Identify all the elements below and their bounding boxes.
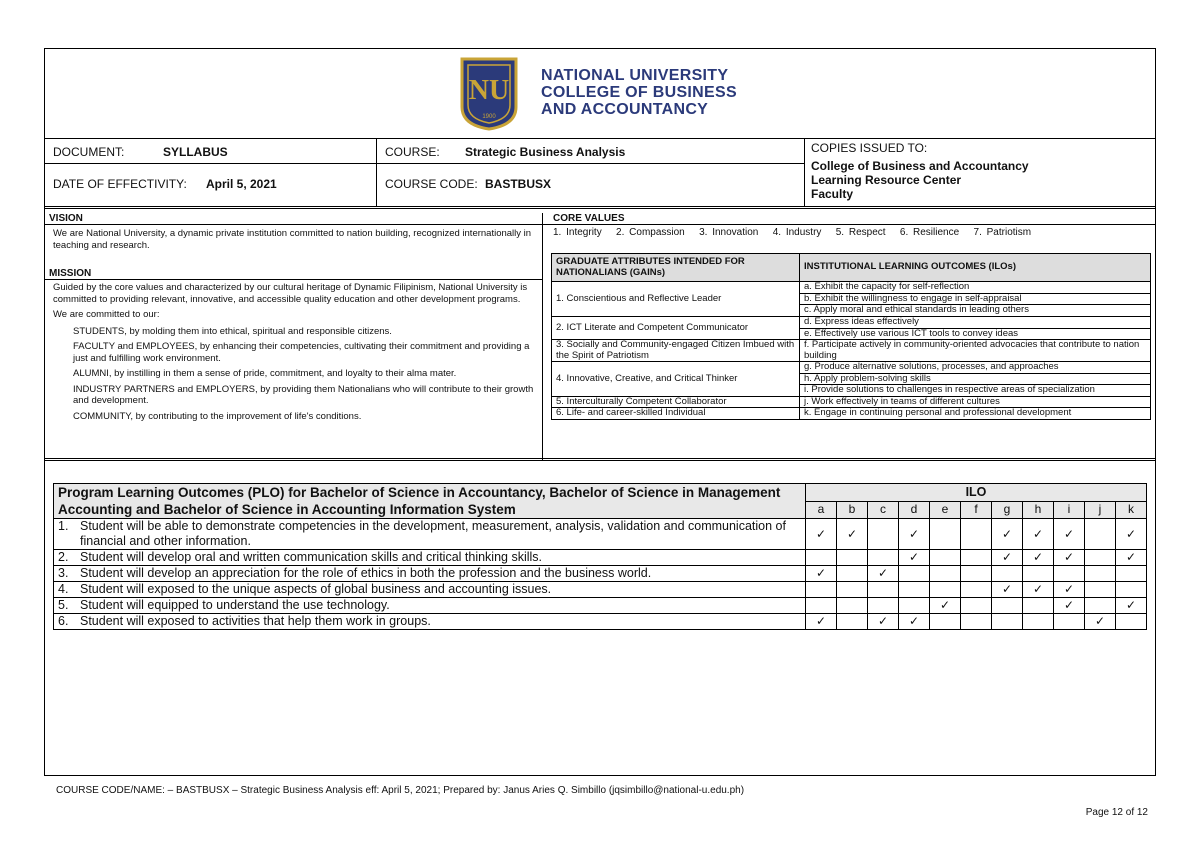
ilo-mapping-cell-a: [806, 582, 837, 598]
seal-letters: NU: [468, 75, 510, 106]
ilo-mapping-cell-k: [1116, 614, 1147, 630]
ilo-item: g. Produce alternative solutions, processes, and approaches: [800, 362, 1151, 374]
gain-attribute: 5. Interculturally Competent Collaborator: [552, 396, 800, 408]
ilo-column-a: a: [806, 501, 837, 519]
ilo-mapping-cell-f: [961, 582, 992, 598]
ilo-column-d: d: [899, 501, 930, 519]
mission-text: Guided by the core values and characterized by our cultural heritage of Dynamic Filipinism, National University is committed to providing relevant, innovative, and accessible quality education and other development programs.: [53, 282, 528, 305]
ilo-mapping-cell-f: [961, 598, 992, 614]
ilo-mapping-cell-i: [1054, 582, 1085, 598]
check-mark-icon: ✓: [1094, 614, 1106, 628]
ilo-column-k: k: [1116, 501, 1147, 519]
ilo-mapping-cell-j: [1085, 566, 1116, 582]
ilo-column-g: g: [992, 501, 1023, 519]
code-value: BASTBUSX: [485, 177, 552, 191]
ilo-mapping-cell-e: [930, 614, 961, 630]
ilo-column-b: b: [837, 501, 868, 519]
plo-number: 6.: [58, 614, 69, 628]
ilo-mapping-cell-i: [1054, 598, 1085, 614]
ilo-item: i. Provide solutions to challenges in respective areas of specialization: [800, 385, 1151, 397]
core-value: 5. Respect: [835, 227, 886, 238]
ilo-mapping-cell-k: [1116, 598, 1147, 614]
ilo-mapping-cell-f: [961, 566, 992, 582]
plo-number: 4.: [58, 582, 69, 596]
ilo-column-f: f: [961, 501, 992, 519]
ilo-column-j: j: [1085, 501, 1116, 519]
plo-text: Student will exposed to the unique aspects of global business and accounting issues.: [80, 582, 552, 596]
ilo-mapping-cell-i: [1054, 519, 1085, 550]
mission-committed: We are committed to our:: [53, 309, 160, 320]
check-mark-icon: ✓: [1063, 598, 1075, 612]
ilo-mapping-cell-g: [992, 598, 1023, 614]
ilo-mapping-cell-j: [1085, 582, 1116, 598]
mission-item: INDUSTRY PARTNERS and EMPLOYERS, by providing them Nationalians who will contribute to their growth and development.: [73, 383, 534, 406]
plo-number: 5.: [58, 598, 69, 612]
check-mark-icon: ✓: [908, 614, 920, 628]
plo-row: [54, 614, 1147, 630]
code-label: COURSE CODE:: [385, 177, 478, 191]
ilo-mapping-cell-h: [1023, 519, 1054, 550]
copies-item: Faculty: [811, 187, 854, 201]
ilo-mapping-cell-a: [806, 598, 837, 614]
institution-name: [541, 67, 737, 118]
course-label: COURSE:: [385, 145, 440, 159]
core-values-heading: CORE VALUES: [543, 213, 1155, 225]
nu-seal-logo: [458, 55, 520, 131]
plo-text: Student will be able to demonstrate competencies in the development, measurement, analysis, validation and communication of financial and other information.: [80, 519, 786, 548]
plo-row: [54, 566, 1147, 582]
ilo-mapping-cell-g: [992, 519, 1023, 550]
ilo-mapping-cell-k: [1116, 566, 1147, 582]
check-mark-icon: ✓: [877, 566, 889, 580]
ilo-mapping-cell-e: [930, 550, 961, 566]
plo-row: [54, 519, 1147, 550]
ilo-mapping-cell-j: [1085, 519, 1116, 550]
ilo-mapping-cell-c: [868, 566, 899, 582]
vision-mission-column: [45, 213, 543, 461]
ilo-mapping-cell-g: [992, 566, 1023, 582]
ilo-item: f. Participate actively in community-oriented advocacies that contribute to nation building: [800, 340, 1151, 362]
ilo-mapping-cell-c: [868, 582, 899, 598]
ilo-mapping-cell-a: [806, 566, 837, 582]
date-value: April 5, 2021: [206, 177, 277, 191]
ilo-mapping-cell-i: [1054, 550, 1085, 566]
check-mark-icon: ✓: [1125, 598, 1137, 612]
ilo-mapping-cell-j: [1085, 550, 1116, 566]
gains-header: GRADUATE ATTRIBUTES INTENDED FOR NATIONALIANS (GAINs): [552, 254, 800, 282]
plo-row: [54, 582, 1147, 598]
ilo-mapping-cell-e: [930, 598, 961, 614]
ilo-mapping-cell-j: [1085, 614, 1116, 630]
course-value: Strategic Business Analysis: [465, 145, 626, 159]
ilo-mapping-cell-c: [868, 519, 899, 550]
seal-year: 1900: [482, 114, 496, 120]
ilo-mapping-cell-i: [1054, 566, 1085, 582]
core-values-list: [553, 227, 1031, 238]
check-mark-icon: ✓: [1032, 550, 1044, 564]
ilo-mapping-cell-k: [1116, 519, 1147, 550]
ilo-column-i: i: [1054, 501, 1085, 519]
ilo-item: e. Effectively use various ICT tools to convey ideas: [800, 328, 1151, 340]
ilo-mapping-cell-a: [806, 550, 837, 566]
check-mark-icon: ✓: [815, 614, 827, 628]
ilo-item: a. Exhibit the capacity for self-reflection: [800, 282, 1151, 294]
ilo-mapping-cell-j: [1085, 598, 1116, 614]
gain-attribute: 4. Innovative, Creative, and Critical Thinker: [552, 362, 800, 397]
plo-text: Student will develop oral and written communication skills and critical thinking skills.: [80, 550, 543, 564]
vision-text: We are National University, a dynamic private institution committed to nation building, recognized internationally in teaching and research.: [53, 228, 532, 251]
copies-item: College of Business and Accountancy: [811, 159, 1029, 173]
ilo-mapping-cell-d: [899, 519, 930, 550]
gains-ilo-table: [551, 253, 1151, 420]
ilo-mapping-cell-d: [899, 550, 930, 566]
gain-attribute: 1. Conscientious and Reflective Leader: [552, 282, 800, 317]
plo-title: Program Learning Outcomes (PLO) for Bachelor of Science in Accountancy, Bachelor of Science in Management Accounting and Bachelor of Science in Accounting Information System: [54, 484, 806, 519]
ilo-mapping-cell-d: [899, 582, 930, 598]
gain-attribute: 3. Socially and Community-engaged Citizen Imbued with the Spirit of Patriotism: [552, 340, 800, 362]
core-value: 6. Resilience: [899, 227, 960, 238]
footer-course-info: COURSE CODE/NAME: – BASTBUSX – Strategic Business Analysis eff: April 5, 2021; Prepared by: Janus Aries Q. Simbillo (jqsimbillo@national-u.edu.ph): [56, 785, 745, 796]
header-divider: [45, 163, 805, 164]
ilo-item: b. Exhibit the willingness to engage in self-appraisal: [800, 293, 1151, 305]
ilo-column-e: e: [930, 501, 961, 519]
check-mark-icon: ✓: [1063, 550, 1075, 564]
ilo-mapping-cell-a: [806, 614, 837, 630]
ilo-mapping-cell-a: [806, 519, 837, 550]
plo-statement: [54, 614, 806, 630]
ilo-item: j. Work effectively in teams of different cultures: [800, 396, 1151, 408]
ilo-heading: ILO: [806, 484, 1147, 502]
plo-number: 1.: [58, 519, 69, 533]
check-mark-icon: ✓: [815, 566, 827, 580]
mission-item: COMMUNITY, by contributing to the improvement of life's conditions.: [73, 410, 362, 422]
ilo-mapping-cell-k: [1116, 550, 1147, 566]
ilo-mapping-cell-d: [899, 566, 930, 582]
check-mark-icon: ✓: [1063, 526, 1075, 541]
institution-line-3: AND ACCOUNTANCY: [541, 101, 709, 118]
gain-attribute: 2. ICT Literate and Competent Communicator: [552, 317, 800, 340]
check-mark-icon: ✓: [1001, 582, 1013, 596]
plo-row: [54, 598, 1147, 614]
ilo-mapping-cell-c: [868, 550, 899, 566]
core-value: 7. Patriotism: [973, 227, 1032, 238]
check-mark-icon: ✓: [939, 598, 951, 612]
mission-item: ALUMNI, by instilling in them a sense of pride, commitment, and loyalty to their alma mater.: [73, 368, 457, 379]
institution-line-2: COLLEGE OF BUSINESS: [541, 84, 737, 101]
ilo-item: h. Apply problem-solving skills: [800, 373, 1151, 385]
plo-statement: [54, 519, 806, 550]
ilo-mapping-cell-h: [1023, 614, 1054, 630]
ilo-mapping-cell-c: [868, 614, 899, 630]
ilo-mapping-cell-b: [837, 582, 868, 598]
vision-mission-section: [45, 213, 1155, 461]
plo-number: 3.: [58, 566, 69, 580]
ilo-column-h: h: [1023, 501, 1054, 519]
ilo-mapping-cell-b: [837, 566, 868, 582]
plo-text: Student will develop an appreciation for the role of ethics in both the profession and the business world.: [80, 566, 652, 580]
copies-list: [811, 159, 1029, 201]
ilo-mapping-cell-d: [899, 614, 930, 630]
copies-label: COPIES ISSUED TO:: [811, 141, 928, 155]
ilo-mapping-cell-e: [930, 582, 961, 598]
page-number: Page 12 of 12: [1085, 807, 1148, 818]
plo-ilo-matrix: [53, 483, 1147, 630]
ilo-mapping-cell-b: [837, 614, 868, 630]
ilo-mapping-cell-g: [992, 582, 1023, 598]
ilo-mapping-cell-f: [961, 519, 992, 550]
check-mark-icon: ✓: [815, 526, 827, 541]
core-value: 4. Industry: [772, 227, 822, 238]
plo-number: 2.: [58, 550, 69, 564]
check-mark-icon: ✓: [846, 526, 858, 541]
ilo-mapping-cell-k: [1116, 582, 1147, 598]
date-label: DATE OF EFFECTIVITY:: [53, 177, 187, 191]
ilo-column-c: c: [868, 501, 899, 519]
ilo-mapping-cell-i: [1054, 614, 1085, 630]
check-mark-icon: ✓: [1125, 526, 1137, 541]
gain-attribute: 6. Life- and career-skilled Individual: [552, 408, 800, 420]
plo-row: [54, 550, 1147, 566]
ilo-mapping-cell-h: [1023, 566, 1054, 582]
ilo-mapping-cell-g: [992, 614, 1023, 630]
plo-text: Student will exposed to activities that help them work in groups.: [80, 614, 431, 628]
logo-banner: [45, 49, 1155, 139]
document-value: SYLLABUS: [163, 145, 228, 159]
plo-statement: [54, 598, 806, 614]
ilos-header: INSTITUTIONAL LEARNING OUTCOMES (ILOs): [800, 254, 1151, 282]
institution-line-1: NATIONAL UNIVERSITY: [541, 67, 729, 84]
ilo-mapping-cell-e: [930, 519, 961, 550]
ilo-mapping-cell-f: [961, 614, 992, 630]
check-mark-icon: ✓: [908, 550, 920, 564]
core-value: 2. Compassion: [616, 227, 685, 238]
check-mark-icon: ✓: [1125, 550, 1137, 564]
mission-item: STUDENTS, by molding them into ethical, spiritual and responsible citizens.: [73, 325, 392, 337]
core-value: 1. Integrity: [553, 227, 602, 238]
plo-statement: [54, 566, 806, 582]
check-mark-icon: ✓: [1063, 582, 1075, 596]
check-mark-icon: ✓: [1001, 550, 1013, 564]
copies-item: Learning Resource Center: [811, 173, 962, 187]
document-label: DOCUMENT:: [53, 145, 125, 159]
vision-heading: VISION: [45, 213, 542, 225]
ilo-mapping-cell-d: [899, 598, 930, 614]
check-mark-icon: ✓: [1032, 526, 1044, 541]
ilo-mapping-cell-b: [837, 550, 868, 566]
ilo-mapping-cell-g: [992, 550, 1023, 566]
ilo-mapping-cell-f: [961, 550, 992, 566]
plo-statement: [54, 550, 806, 566]
ilo-mapping-cell-e: [930, 566, 961, 582]
ilo-item: d. Express ideas effectively: [800, 317, 1151, 329]
ilo-mapping-cell-h: [1023, 582, 1054, 598]
ilo-mapping-cell-h: [1023, 550, 1054, 566]
mission-item: FACULTY and EMPLOYEES, by enhancing their competencies, cultivating their commitment and providing a just and fulfilling work environment.: [73, 341, 530, 364]
mission-heading: MISSION: [45, 268, 542, 280]
values-gains-column: [543, 213, 1155, 461]
check-mark-icon: ✓: [908, 526, 920, 541]
ilo-mapping-cell-h: [1023, 598, 1054, 614]
plo-text: Student will equipped to understand the use technology.: [80, 598, 390, 612]
check-mark-icon: ✓: [1001, 526, 1013, 541]
ilo-item: k. Engage in continuing personal and professional development: [800, 408, 1151, 420]
check-mark-icon: ✓: [877, 614, 889, 628]
ilo-item: c. Apply moral and ethical standards in leading others: [800, 305, 1151, 317]
syllabus-page: [44, 48, 1156, 776]
ilo-mapping-cell-c: [868, 598, 899, 614]
core-value: 3. Innovation: [699, 227, 759, 238]
document-header: [45, 139, 1155, 209]
plo-statement: [54, 582, 806, 598]
ilo-mapping-cell-b: [837, 519, 868, 550]
check-mark-icon: ✓: [1032, 582, 1044, 596]
plo-rows: [54, 519, 1147, 630]
ilo-mapping-cell-b: [837, 598, 868, 614]
